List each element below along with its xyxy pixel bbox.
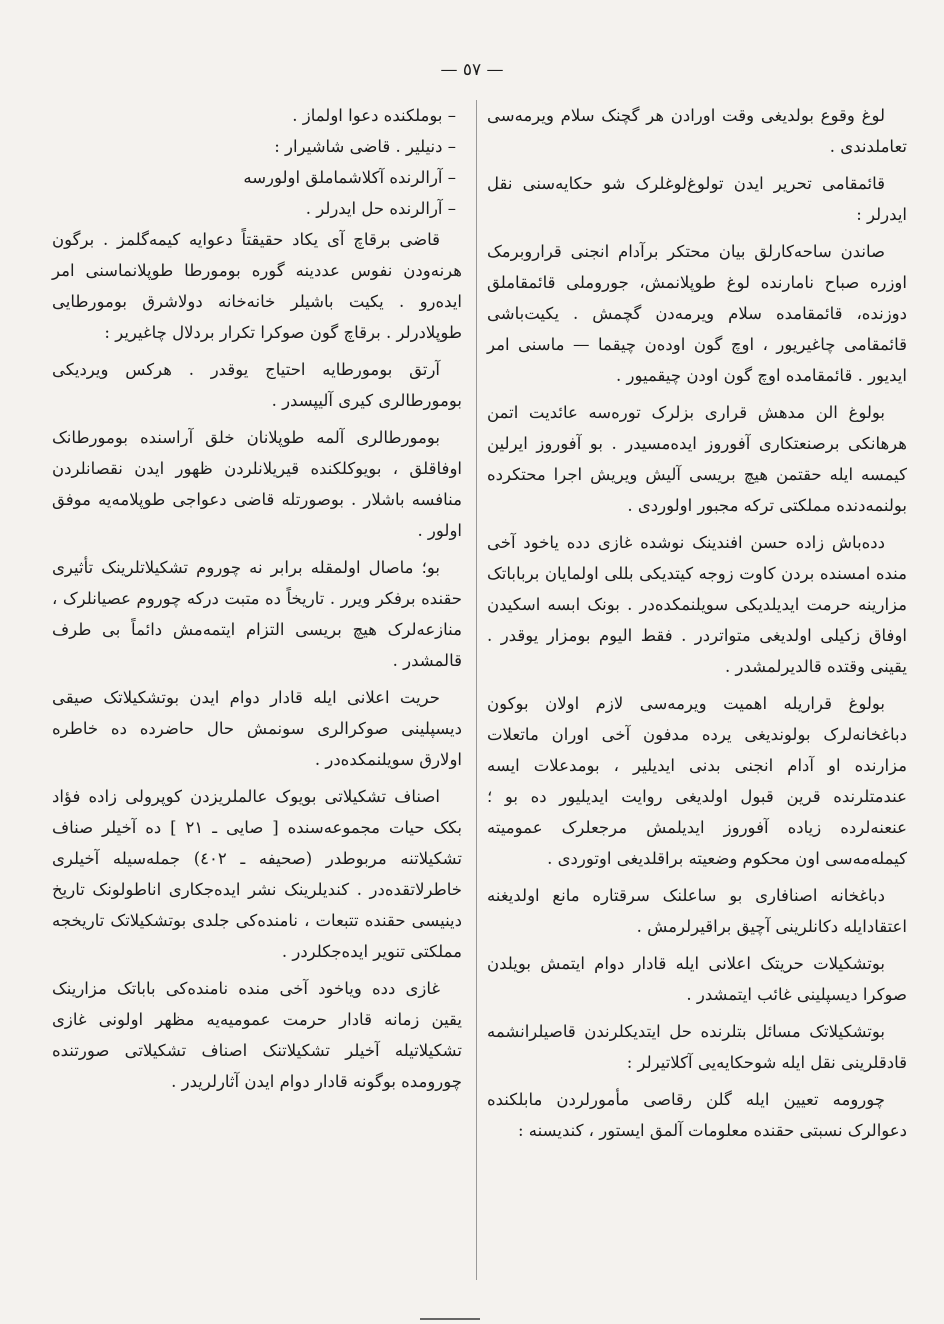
paragraph: بو؛ ماصال اولمقله برابر نه چوروم تشکیلاتلرینک تأثیری حقنده برفکر ویرر . تاریخاً ده متبت درکه چوروم عصیانلرک ، منازعه‌لرک هیچ بریسی التزام ایتمه‌مش دائماً بی طرف قالمشدر .: [52, 558, 462, 670]
paragraph: دده‌باش زاده حسن افندینک نوشده غازی دده یاخود آخی منده امسنده بردن کاوت زوجه کیتدیکی بللی اولمایان برباباتک مزارینه حرمت ایدیلدیکی سویلنمکده‌در . بونک ابسه اسکیدن اوفاق زکیلی اولدیغی متواتردر . فقط الیوم بومزار یوقدر . یقینی وقتده قالدیرلمشدر .: [487, 533, 907, 676]
paragraph: بولوغ الن مدهش قراری بزلرک توره‌سه عائدیت اتمن هرهانکی برصنعتکاری آفوروز ایده‌مسیدر . بو آفوروز ایرلین کیمسه ایله حقتمن هیچ بریسی آلیش ویریش اجرا محتکرده بولنمه‌دنده مملکتی ترکه مجبور اولوردی .: [487, 403, 907, 515]
list-item: – دنیلیر . قاضی شاشیرار :: [52, 131, 462, 162]
paragraph: قاضی برقاچ آی یکاد حقیقتاً دعوایه کیمه‌گلمز . برگون هرنه‌ودن نفوس عددینه گوره بومورطا طوپلانماسنی امر ایده‌رو . یکیت باشیلر خانه‌خانه دولاشرق بومورطایی طوپلادرلر . برقاچ گون صوکرا تکرار بردلال چاغیریر :: [52, 230, 462, 342]
paragraph: بوتشکیلاتک مسائل بتلرنده حل ایتدیکلرندن قاصیلرانشمه قادقلرینی نقل ایله شوحکایه‌یی آکلاتیرلر :: [487, 1022, 907, 1072]
list-item: – بوملکنده دعوا اولماز .: [52, 100, 462, 131]
paragraph: آرتق بومورطایه احتیاج یوقدر . هرکس ویردیکی بومورطالری کیری آلیپسدر .: [52, 360, 462, 410]
list-item: – آرالرنده حل ایدرلر .: [52, 193, 462, 224]
paragraph: بولوغ قراریله اهمیت ویرمه‌سی لازم اولان بوکون دباغخانه‌لرک بولوندیغی یرده مدفون آخی اوران ماتعلات مزارنده او آدام انجنی بدنی ایدیلیر ، بومدعلات ایسه عندمتلرنده قرین قبول اولدیغی روایت ایدیلیور ده بو ؛ عنعنه‌لرده زیاده آفوروز ایدیلمش مرجعلرک عمومیته کیمله‌مه‌سی اون محکوم وضعیته براقلدیغی اوتوردی .: [487, 694, 907, 868]
page-bottom-rule: [420, 1318, 480, 1320]
page-number: — ٥٧ —: [440, 60, 504, 80]
paragraph: بوتشکیلات حریتک اعلانی ایله قادار دوام ایتمش بویلدن صوکرا دیسپلینی غائب ایتمشدر .: [487, 954, 907, 1004]
paragraph: غازی دده ویاخود آخی منده نامنده‌کی باباتک مزارینک یقین زمانه قادار حرمت عمومیه‌یه مظهر اولونی غازی تشکیلاتیله آخیلر تشکیلاتنک اصناف تشکیلاتی صورتنده چورومده بوگونه قادار دوام ایدن آثارلریدر .: [52, 979, 462, 1091]
paragraph: بومورطالری آلمه طوپلانان خلق آراسنده بومورطانک اوفاقلق ، بویوکلکنده قیریلانلردن ظهور ایدن نقصانلردن منافسه باشلار . بوصورتله قاضی دعواجی طوپلامه‌یه موفق اولور .: [52, 428, 462, 540]
paragraph: صاندن ساحه‌کارلق بیان محتکر برآدام انجنی قراروبرمک اوزره صباح نامارنده لوغ طوپلانمش، جوروملی قائمقاملق دوزنده، قائمقامده سلام ویرمه‌دن گچمش . یکیت‌باشی قائمقامی چاغیریور ، اوچ گون اوده‌ن چیقما — ماسنی امر ایدیور . قائمقامده اوچ گون اودن چیقمیور .: [487, 242, 907, 385]
list-item: – آرالرنده آکلاشماملق اولورسه: [52, 162, 462, 193]
paragraph: چورومه تعیین ایله گلن رقاصی مأمورلردن مابلکنده دعوالرک نسبتی حقنده معلومات آلمق ایستور ، کندیسنه :: [487, 1090, 907, 1140]
right-column: [487, 100, 907, 1152]
paragraph: قائمقامی تحریر ایدن تولوغ‌لوغلرک شو حکایه‌سنی نقل ایدرلر :: [487, 174, 907, 224]
paragraph: دباغخانه اصنافاری بو ساعلنک سرقتاره مانع اولدیغنه اعتقادایله دکانلرینی آچیق براقیرلرمش .: [487, 886, 907, 936]
paragraph: اصناف تشکیلاتی بویوک عالملریزدن کوپرولی زاده فؤاد بکک حیات مجموعه‌سنده [ صایی ـ ٢١ ] ده آخیلر صناف تشکیلاتنه مربوطدر (صحیفه ـ ٤٠٢) جمله‌سیله آخیلری خاطرلاتقده‌در . کندیلرینک نشر ایده‌جکاری اناطولونک تاریخ دینیسی حقنده تتبعات ، نامنده‌کی جلدی بوتشکیلاتک تاریخجه مملکتی تنویر ایده‌جکلردر .: [52, 787, 462, 961]
left-column: [52, 100, 462, 1103]
paragraph: حریت اعلانی ایله قادار دوام ایدن بوتشکیلاتک صیقی دیسپلینی صوکرالری سونمش حال حاضرده ده خاطره اولارق سویلنمکده‌در .: [52, 688, 462, 769]
paragraph: لوغ وقوع بولدیغی وقت اورادن هر گچنک سلام ویرمه‌سی تعاملدندی .: [487, 106, 907, 156]
column-divider: [476, 100, 477, 1280]
